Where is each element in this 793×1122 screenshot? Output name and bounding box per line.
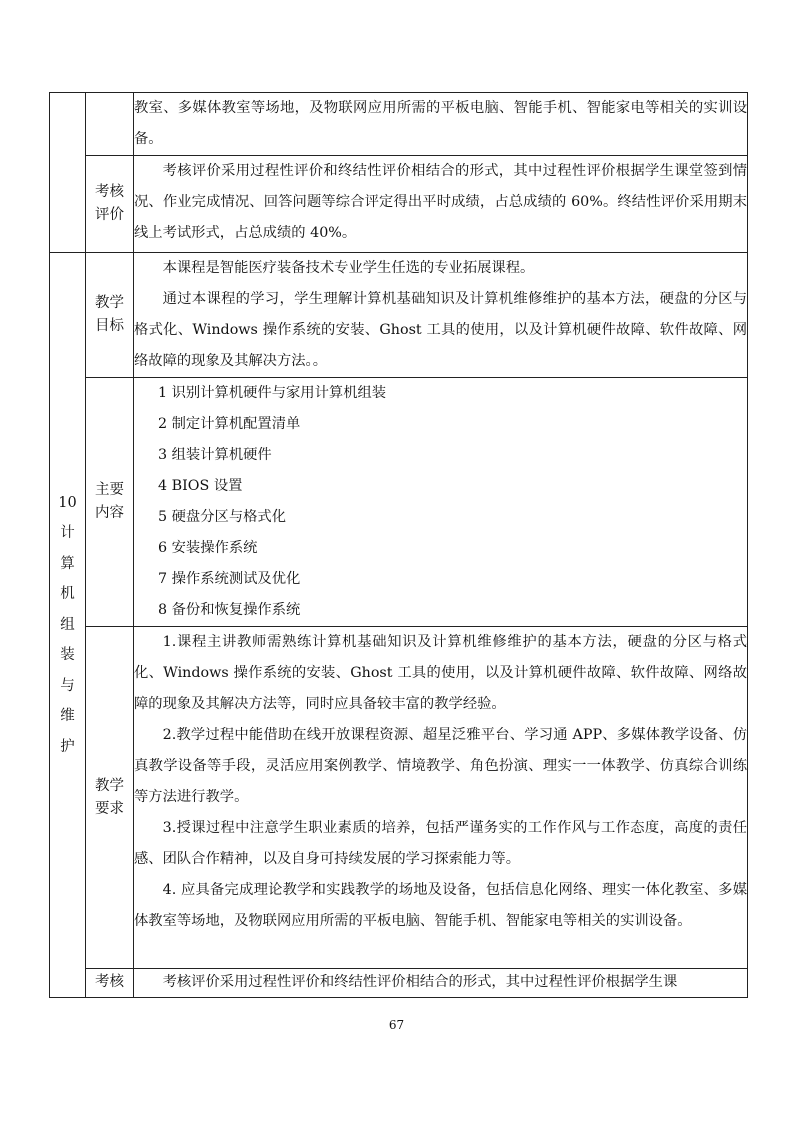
course-name: 10 计 算 机 组 装 与 维 护 (50, 253, 86, 998)
content-item: 8 备份和恢复操作系统 (158, 602, 301, 618)
prev-assessment-cell (134, 156, 748, 253)
objectives-cell (134, 253, 748, 378)
content-item: 2 制定计算机配置清单 (158, 416, 301, 432)
content-item: 7 操作系统测试及优化 (158, 571, 301, 587)
prev-assessment-text: 考核评价采用过程性评价和终结性评价相结合的形式，其中过程性评价根据学生课堂签到情况、作业完成情况、回答问题等综合评定得出平时成绩，占总成绩的 60%。终结性评价采用期末线上考试形式，占总成绩的 40%。 (134, 163, 747, 241)
content-row (50, 378, 748, 627)
assessment-row (50, 969, 748, 998)
content-item: 6 安装操作系统 (158, 540, 258, 556)
objectives-label: 教学 目标 (86, 253, 134, 378)
content-label: 主要 内容 (86, 378, 134, 627)
assessment-label: 考核 (86, 969, 134, 998)
objectives-paragraph: 本课程是智能医疗装备技术专业学生任选的专业拓展课程。 (162, 260, 535, 276)
requirements-cell (134, 627, 748, 969)
objectives-paragraph: 通过本课程的学习，学生理解计算机基础知识及计算机维修维护的基本方法，硬盘的分区与格式化、Windows 操作系统的安装、Ghost 工具的使用，以及计算机硬件故障、软件故障、网络故障的现象及其解决方法。。 (134, 291, 747, 369)
curriculum-table (49, 92, 748, 998)
prev-requirements-label-cell (86, 93, 134, 156)
content-item: 4 BIOS 设置 (158, 478, 243, 494)
requirements-paragraph: 1.课程主讲教师需熟练计算机基础知识及计算机维修维护的基本方法，硬盘的分区与格式化、Windows 操作系统的安装、Ghost 工具的使用，以及计算机硬件故障、软件故障、网络故障的现象及其解决方法等，同时应具备较丰富的教学经验。 (134, 634, 747, 712)
prev-assessment-row (50, 156, 748, 253)
content-cell (134, 378, 748, 627)
content-item: 5 硬盘分区与格式化 (158, 509, 287, 525)
assessment-cell (134, 969, 748, 998)
requirements-paragraph: 4. 应具备完成理论教学和实践教学的场地及设备，包括信息化网络、理实一体化教室、多媒体教室等场地，及物联网应用所需的平板电脑、智能手机、智能家电等相关的实训设备。 (134, 882, 747, 929)
prev-course-name-cell (50, 93, 86, 253)
requirements-row (50, 627, 748, 969)
prev-requirements-row (50, 93, 748, 156)
prev-assessment-label: 考核 评价 (86, 156, 134, 253)
page-number: 67 (388, 1018, 405, 1032)
prev-requirements-text: 教室、多媒体教室等场地，及物联网应用所需的平板电脑、智能手机、智能家电等相关的实训设备。 (134, 100, 747, 147)
prev-requirements-cell (134, 93, 748, 156)
assessment-text: 考核评价采用过程性评价和终结性评价相结合的形式，其中过程性评价根据学生课 (162, 974, 678, 990)
content-item: 1 识别计算机硬件与家用计算机组装 (158, 385, 387, 401)
objectives-row (50, 253, 748, 378)
requirements-label: 教学 要求 (86, 627, 134, 969)
requirements-paragraph: 3.授课过程中注意学生职业素质的培养，包括严谨务实的工作作风与工作态度，高度的责任感、团队合作精神，以及自身可持续发展的学习探索能力等。 (134, 820, 747, 867)
requirements-paragraph: 2.教学过程中能借助在线开放课程资源、超星泛雅平台、学习通 APP、多媒体教学设备、仿真教学设备等手段，灵活应用案例教学、情境教学、角色扮演、理实一一体教学、仿真综合训练等方法进行教学。 (134, 727, 747, 805)
content-item: 3 组装计算机硬件 (158, 447, 272, 463)
